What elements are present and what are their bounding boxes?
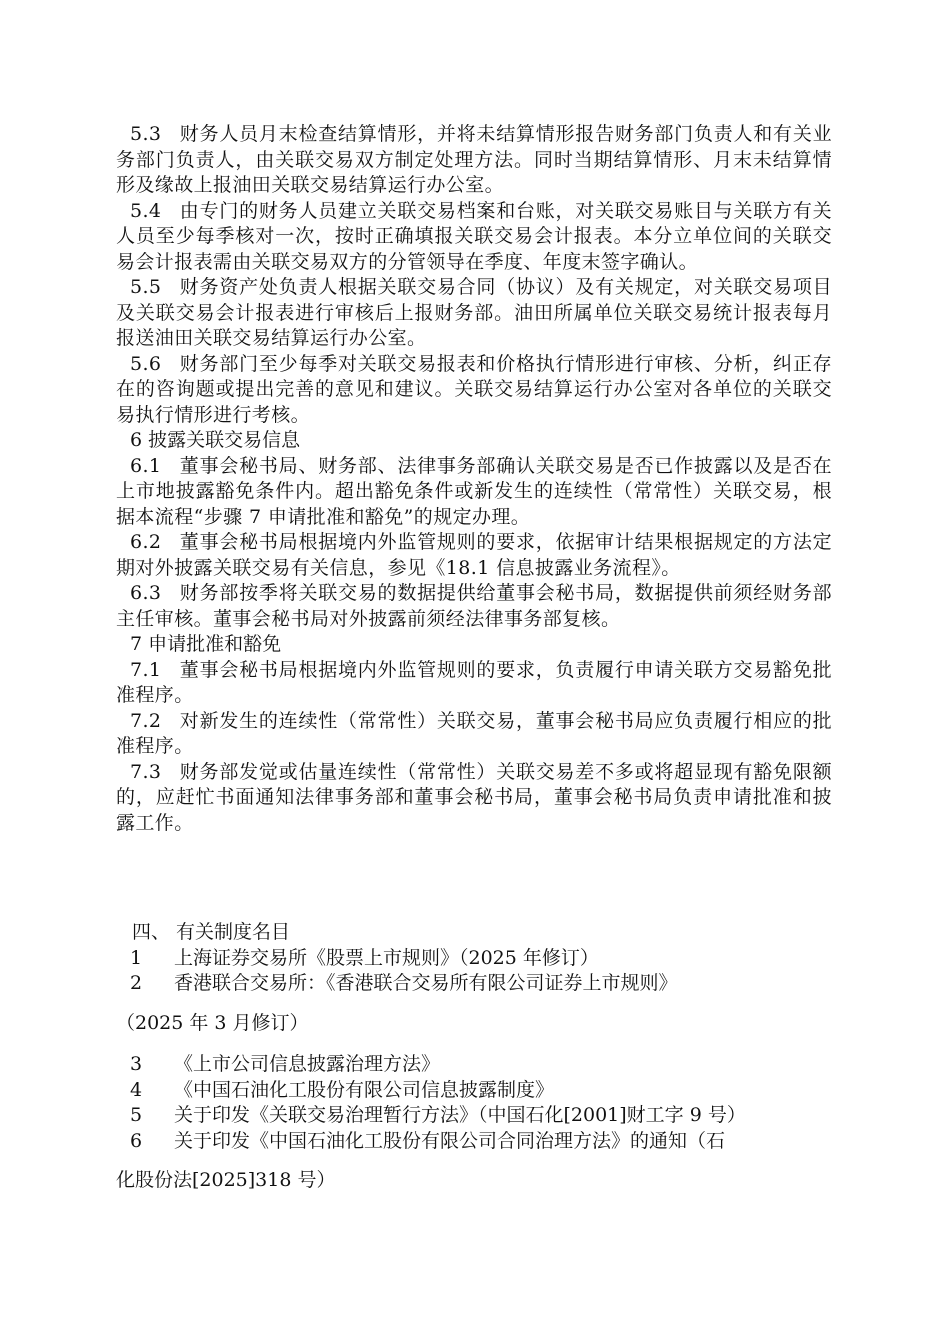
reference-item-3: 3 《上市公司信息披露治理方法》	[130, 1053, 441, 1075]
item-number: 7.1	[130, 658, 162, 681]
item-number: 5.5	[130, 276, 162, 298]
paragraph-7-1	[116, 658, 832, 709]
item-number: 6.2	[130, 531, 162, 553]
item-text: 董事会秘书局根据境内外监管规则的要求，负责履行申请关联方交易豁免批准程序。	[116, 658, 832, 706]
paragraph-5-4	[116, 199, 832, 276]
paragraph-6-2	[116, 530, 832, 581]
reference-item-2-continuation: （2025 年 3 月修订）	[116, 1011, 309, 1034]
related-regulations-section	[116, 920, 832, 1194]
paragraph-6-3	[116, 581, 832, 632]
item-text: 财务资产处负责人根据关联交易合同（协议）及有关规定，对关联交易项目及关联交易会计报表进行审核后上报财务部。油田所属单位关联交易统计报表每月报送油田关联交易结算运行办公室。	[116, 276, 832, 349]
item-text: 董事会秘书局、财务部、法律事务部确认关联交易是否已作披露以及是否在上市地披露豁免条件内。超出豁免条件或新发生的连续性（常常性）关联交易，根据本流程“步骤 7 申请批准和豁免”的规定办理。	[116, 454, 832, 528]
procedure-section-5	[116, 122, 832, 836]
item-text: 财务部按季将关联交易的数据提供给董事会秘书局，数据提供前须经财务部主任审核。董事会秘书局对外披露前须经法律事务部复核。	[116, 582, 832, 630]
item-number: 7.2	[130, 709, 162, 732]
item-number: 7.3	[130, 760, 162, 783]
item-text: 财务部发觉或估量连续性（常常性）关联交易差不多或将超显现有豁免限额的，应赶忙书面通知法律事务部和董事会秘书局，董事会秘书局负责申请批准和披露工作。	[116, 760, 832, 834]
paragraph-5-6	[116, 352, 832, 429]
reference-item-4: 4 《中国石油化工股份有限公司信息披露制度》	[130, 1078, 555, 1101]
item-text: 财务人员月末检查结算情形，并将未结算情形报告财务部门负责人和有关业务部门负责人，由关联交易双方制定处理方法。同时当期结算情形、月末未结算情形及缘故上报油田关联交易结算运行办公室。	[116, 123, 832, 196]
reference-item-2: 2 香港联合交易所：《香港联合交易所有限公司证券上市规则》	[130, 972, 678, 994]
reference-item-5: 5 关于印发《关联交易治理暂行方法》（中国石化[2001]财工字 9 号）	[130, 1104, 746, 1126]
reference-item-6-continuation: 化股份法[2025]318 号）	[116, 1169, 336, 1191]
paragraph-5-3	[116, 122, 832, 199]
item-text: 董事会秘书局根据境内外监管规则的要求，依据审计结果根据规定的方法定期对外披露关联交易有关信息，参见《18.1 信息披露业务流程》。	[116, 531, 832, 579]
section-4-heading: 四、 有关制度名目	[132, 921, 291, 943]
item-number: 5.4	[130, 199, 162, 222]
paragraph-7-2	[116, 709, 832, 760]
section-6-heading: 6 披露关联交易信息	[130, 429, 301, 451]
reference-item-1: 1 上海证券交易所《股票上市规则》（2025 年修订）	[130, 946, 599, 969]
item-text: 财务部门至少每季对关联交易报表和价格执行情形进行审核、分析，纠正存在的咨询题或提出完善的意见和建议。关联交易结算运行办公室对各单位的关联交易执行情形进行考核。	[116, 352, 832, 426]
paragraph-7-3	[116, 760, 832, 837]
reference-item-6: 6 关于印发《中国石油化工股份有限公司合同治理方法》的通知（石	[130, 1129, 726, 1152]
item-number: 5.6	[130, 352, 162, 375]
section-7-heading: 7 申请批准和豁免	[130, 633, 282, 655]
item-number: 5.3	[130, 123, 162, 145]
paragraph-5-5	[116, 275, 832, 352]
item-text: 对新发生的连续性（常常性）关联交易，董事会秘书局应负责履行相应的批准程序。	[116, 709, 832, 757]
item-text: 由专门的财务人员建立关联交易档案和台账，对关联交易账目与关联方有关人员至少每季核对一次，按时正确填报关联交易会计报表。本分立单位间的关联交易会计报表需由关联交易双方的分管领导在季度、年度末签字确认。	[116, 199, 832, 273]
item-number: 6.3	[130, 582, 162, 604]
paragraph-6-1	[116, 454, 832, 531]
item-number: 6.1	[130, 454, 162, 477]
